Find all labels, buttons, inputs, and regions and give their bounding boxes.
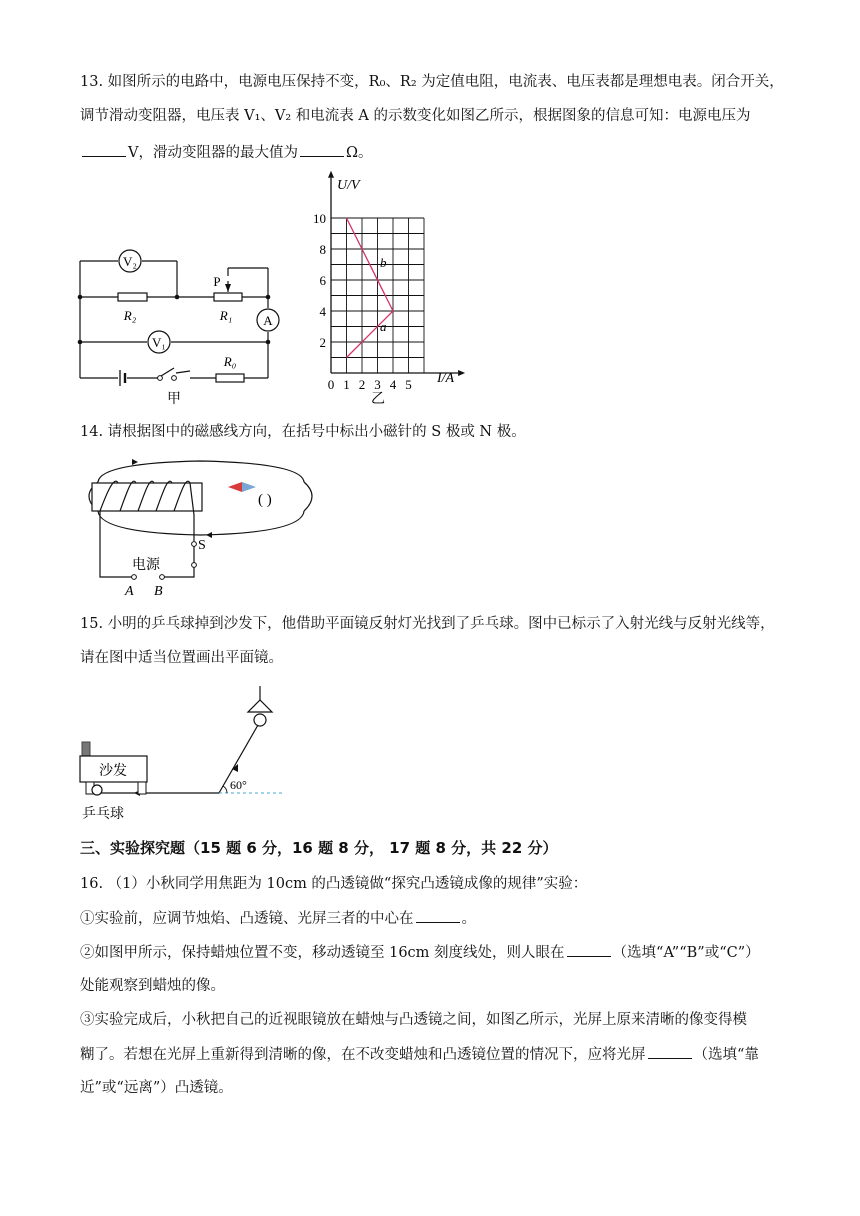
field-arrow-bottom — [206, 532, 212, 538]
resistor-r1 — [214, 293, 242, 301]
section-heading: 三、实验探究题（15 题 6 分，16 题 8 分， 17 题 8 分，共 22 分） — [80, 839, 558, 857]
lamp-bulb-icon — [254, 714, 266, 726]
switch-terminal — [192, 542, 197, 547]
q13-line-3 — [80, 142, 373, 163]
answer-blank[interactable] — [82, 142, 126, 157]
y-axis-arrow-icon — [328, 171, 334, 178]
q16-line-6-end: （选填“靠 — [693, 1047, 759, 1063]
slider-arrow[interactable] — [225, 284, 231, 292]
q15-line-1: 15. 小明的乒乓球掉到沙发下，他借助平面镜反射灯光找到了乒乓球。图中已标示了入射光线与反射光线等， — [80, 616, 775, 632]
x-tick-label: 4 — [389, 377, 397, 392]
junction-dot — [175, 295, 180, 300]
y-tick-label: 6 — [319, 273, 326, 288]
y-tick-label: 8 — [319, 242, 326, 257]
switch-label: S — [198, 538, 206, 553]
x-tick-label: 5 — [405, 377, 412, 392]
q16-line-6-text: 糊了。若想在光屏上重新得到清晰的像，在不改变蜡烛和凸透镜位置的情况下，应将光屏 — [80, 1047, 646, 1063]
answer-blank[interactable] — [300, 142, 344, 157]
circuit-diagram — [70, 240, 285, 410]
terminal-b — [160, 575, 165, 580]
q15-line-2: 请在图中适当位置画出平面镜。 — [80, 650, 283, 666]
sofa-leg — [138, 782, 146, 794]
field-arrow-top — [132, 459, 138, 465]
ui-graph — [300, 170, 480, 410]
q14-text: 14. 请根据图中的磁感线方向，在括号中标出小磁针的 S 极或 N 极。 — [80, 424, 526, 440]
lamp-shade-icon — [248, 700, 272, 712]
graph-caption: 乙 — [371, 392, 385, 407]
x-tick-label: 1 — [343, 377, 350, 392]
sofa-backrest-icon — [82, 742, 90, 756]
compass-needle-icon — [228, 482, 242, 492]
slider-label: P — [213, 274, 221, 289]
angle-arc — [223, 786, 227, 793]
switch-terminal — [192, 563, 197, 568]
power-source-label: 电源 — [132, 558, 160, 573]
sofa-label: 沙发 — [99, 764, 127, 779]
switch-terminal — [158, 376, 163, 381]
switch-terminal — [172, 376, 177, 381]
compass-needle-tail — [242, 482, 256, 492]
r1-label: R₁ — [219, 308, 233, 323]
q16-line-3-text: ②如图甲所示，保持蜡烛位置不变，移动透镜至 16cm 刻度线处，则人眼在 — [80, 945, 565, 961]
ball-label: 乒乓球 — [82, 807, 124, 822]
q16-line-5: ③实验完成后，小秋把自己的近视眼镜放在蜡烛与凸透镜之间，如图乙所示，光屏上原来清晰的像变得模 — [80, 1012, 747, 1028]
q16-line-3-end: （选填“A”“B”或“C”） — [612, 945, 760, 961]
graph-axes — [328, 171, 465, 376]
terminal-a — [132, 575, 137, 580]
q13-line-1: 13. 如图所示的电路中，电源电压保持不变，R₀、R₂ 为定值电阻，电流表、电压表都是理想电表。闭合开关， — [80, 74, 784, 90]
q13-line-3-end: Ω。 — [345, 145, 373, 161]
q16-line-1: 16. （1）小秋同学用焦距为 10cm 的凸透镜做“探究凸透镜成像的规律”实验： — [80, 876, 588, 892]
answer-blank[interactable] — [648, 1044, 692, 1059]
x-tick-label: 0 — [327, 377, 335, 392]
x-axis-arrow-icon — [458, 370, 465, 376]
ping-pong-ball-icon — [92, 785, 102, 795]
ammeter-label: A — [263, 313, 273, 328]
y-tick-label: 4 — [319, 304, 326, 319]
x-tick-label: 3 — [374, 377, 381, 392]
angle-label: 60° — [230, 778, 247, 792]
y-tick-label: 10 — [313, 211, 326, 226]
q16-line-7: 近”或“远离”）凸透镜。 — [80, 1080, 233, 1096]
graph-series — [347, 218, 394, 358]
junction-dot — [78, 295, 83, 300]
field-line-bottom — [98, 511, 304, 535]
switch-blade[interactable] — [161, 368, 174, 376]
resistor-r2 — [118, 293, 147, 301]
q16-line-4: 处能观察到蜡烛的像。 — [80, 978, 225, 994]
answer-blank[interactable] — [416, 908, 460, 923]
junction-dot — [78, 340, 83, 345]
circuit-caption: 甲 — [167, 392, 181, 407]
q16-line-6 — [80, 1044, 759, 1065]
v1-label: V₁ — [152, 335, 166, 350]
y-axis-label: U/V — [337, 178, 360, 193]
series-a-label: a — [380, 319, 387, 334]
x-tick-label: 2 — [358, 377, 366, 392]
q16-line-2 — [80, 908, 476, 929]
v2-label: V₂ — [123, 254, 137, 269]
solenoid-diagram — [70, 455, 330, 600]
answer-parentheses[interactable]: ( ) — [258, 492, 272, 508]
q16-line-2-text: ①实验前，应调节烛焰、凸透镜、光屏三者的中心在 — [80, 911, 414, 927]
terminal-b-label: B — [154, 584, 163, 599]
x-axis-label: I/A — [437, 371, 455, 386]
junction-dot — [266, 295, 271, 300]
q13-line-3-text: V，滑动变阻器的最大值为 — [128, 145, 298, 161]
q16-line-3 — [80, 942, 760, 963]
series-b-label: b — [380, 255, 387, 270]
r2-label: R₂ — [123, 308, 137, 323]
field-line-top — [98, 461, 304, 482]
q13-line-2: 调节滑动变阻器，电压表 V₁、V₂ 和电流表 A 的示数变化如图乙所示，根据图象的信息可知：电源电压为 — [80, 108, 751, 124]
r0-label: R₀ — [223, 354, 237, 369]
q16-line-2-end: 。 — [461, 911, 476, 927]
answer-blank[interactable] — [567, 942, 611, 957]
terminal-a-label: A — [125, 584, 134, 599]
resistor-r0 — [216, 374, 244, 382]
junction-dot — [266, 340, 271, 345]
mirror-diagram — [70, 682, 310, 827]
graph-grid — [331, 218, 424, 373]
y-tick-label: 2 — [319, 335, 326, 350]
series-line-a — [347, 311, 394, 358]
